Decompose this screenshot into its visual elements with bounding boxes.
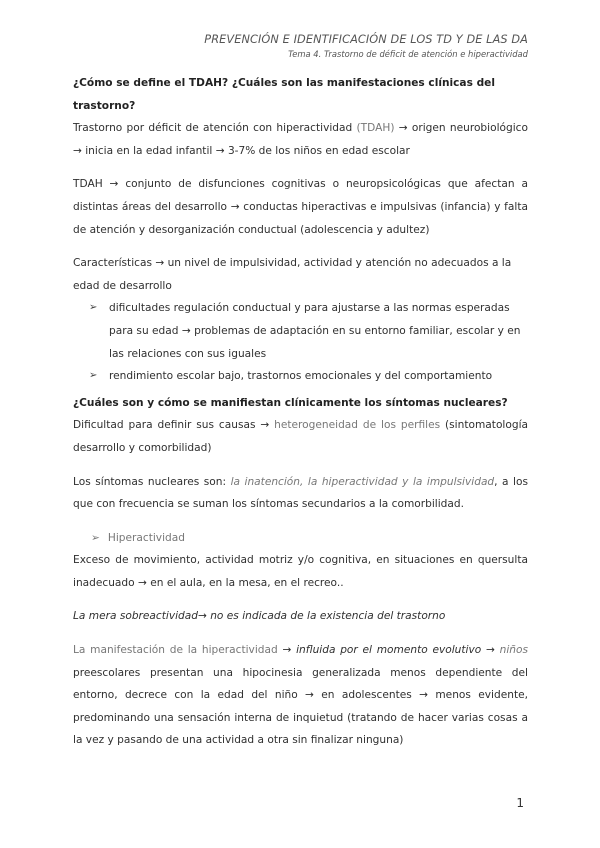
bullet-list (73, 297, 528, 387)
subheading-hiperactividad (73, 527, 528, 550)
text-span: → (277, 644, 297, 657)
document-body (73, 72, 528, 752)
text-span: Los síntomas nucleares son: (73, 475, 231, 488)
paragraph-tdah-definition (73, 117, 528, 162)
paragraph-tdah-disfunciones: TDAH → conjunto de disfunciones cognitivas o neuropsicológicas que afectan a distintas áreas del desarrollo → conductas hiperactivas e impulsivas (infancia) y falta de atención y desorganización conductual (adolescencia y adultez) (73, 178, 528, 236)
text-span: → (481, 644, 500, 657)
text-span: (sintomatología desarrollo y comorbilidad) (73, 419, 529, 454)
highlight-manifestacion: La manifestación de la hiperactividad (73, 644, 278, 657)
paragraph-sintomas-nucleares (73, 471, 528, 516)
question-heading-1: ¿Cómo se define el TDAH? ¿Cuáles son las manifestaciones clínicas del trastorno? (73, 77, 495, 112)
highlight-tdah: (TDAH) (356, 122, 395, 135)
text-span: Trastorno por déficit de atención con hiperactividad (73, 122, 357, 135)
page-header (204, 33, 528, 59)
paragraph-causas (73, 414, 528, 459)
paragraph-sobreactividad: La mera sobreactividad→ no es indicada de la existencia del trastorno (73, 610, 446, 623)
list-item-text: dificultades regulación conductual y para ajustarse a las normas esperadas para su edad → problemas de adaptación en su entorno familiar, escolar y en las relaciones con sus iguales (109, 302, 521, 360)
page-number: 1 (516, 796, 524, 810)
highlight-ninos: niños (499, 644, 528, 657)
paragraph-exceso-movimiento: Exceso de movimiento, actividad motriz y/o cognitiva, en situaciones en quersulta inadecuado → en el aula, en la mesa, en el recreo.. (73, 554, 528, 589)
subheading-text: Hiperactividad (107, 531, 185, 544)
text-span: → origen neurobiológico → inicia en la edad infantil → 3-7% de los niños en edad escolar (73, 122, 528, 157)
arrow-bullet-icon: ➢ (91, 531, 100, 544)
header-subtitle: Tema 4. Trastorno de déficit de atención e hiperactividad (288, 49, 528, 59)
list-item (73, 365, 528, 388)
question-heading-2: ¿Cuáles son y cómo se manifiestan clínicamente los síntomas nucleares? (73, 396, 508, 409)
arrow-bullet-icon: ➢ (89, 370, 98, 382)
header-title: PREVENCIÓN E IDENTIFICACIÓN DE LOS TD Y DE LAS DA (204, 33, 528, 46)
text-span: Dificultad para definir sus causas → (73, 419, 275, 432)
text-span: preescolares presentan una hipocinesia generalizada menos dependiente del entorno, decrece con la edad del niño → en adolescentes → menos evidente, predominando una sensación interna de inquietud (tratando de hacer varias cosas a la vez y pasando de una actividad a otra sin finalizar ninguna) (73, 666, 528, 747)
italic-momento-evolutivo: influida por el momento evolutivo (296, 644, 482, 657)
arrow-bullet-icon: ➢ (89, 302, 98, 314)
list-item (73, 297, 528, 365)
paragraph-manifestacion (73, 639, 528, 752)
paragraph-caracteristicas: Características → un nivel de impulsividad, actividad y atención no adecuados a la edad de desarrollo (73, 257, 512, 292)
list-item-text: rendimiento escolar bajo, trastornos emocionales y del comportamiento (109, 370, 493, 383)
text-span: , a los que con frecuencia se suman los síntomas secundarios a la comorbilidad. (73, 475, 528, 511)
highlight-heterogeneidad: heterogeneidad de los perfiles (274, 419, 441, 432)
highlight-sintomas: la inatención, la hiperactividad y la impulsividad (230, 475, 495, 488)
